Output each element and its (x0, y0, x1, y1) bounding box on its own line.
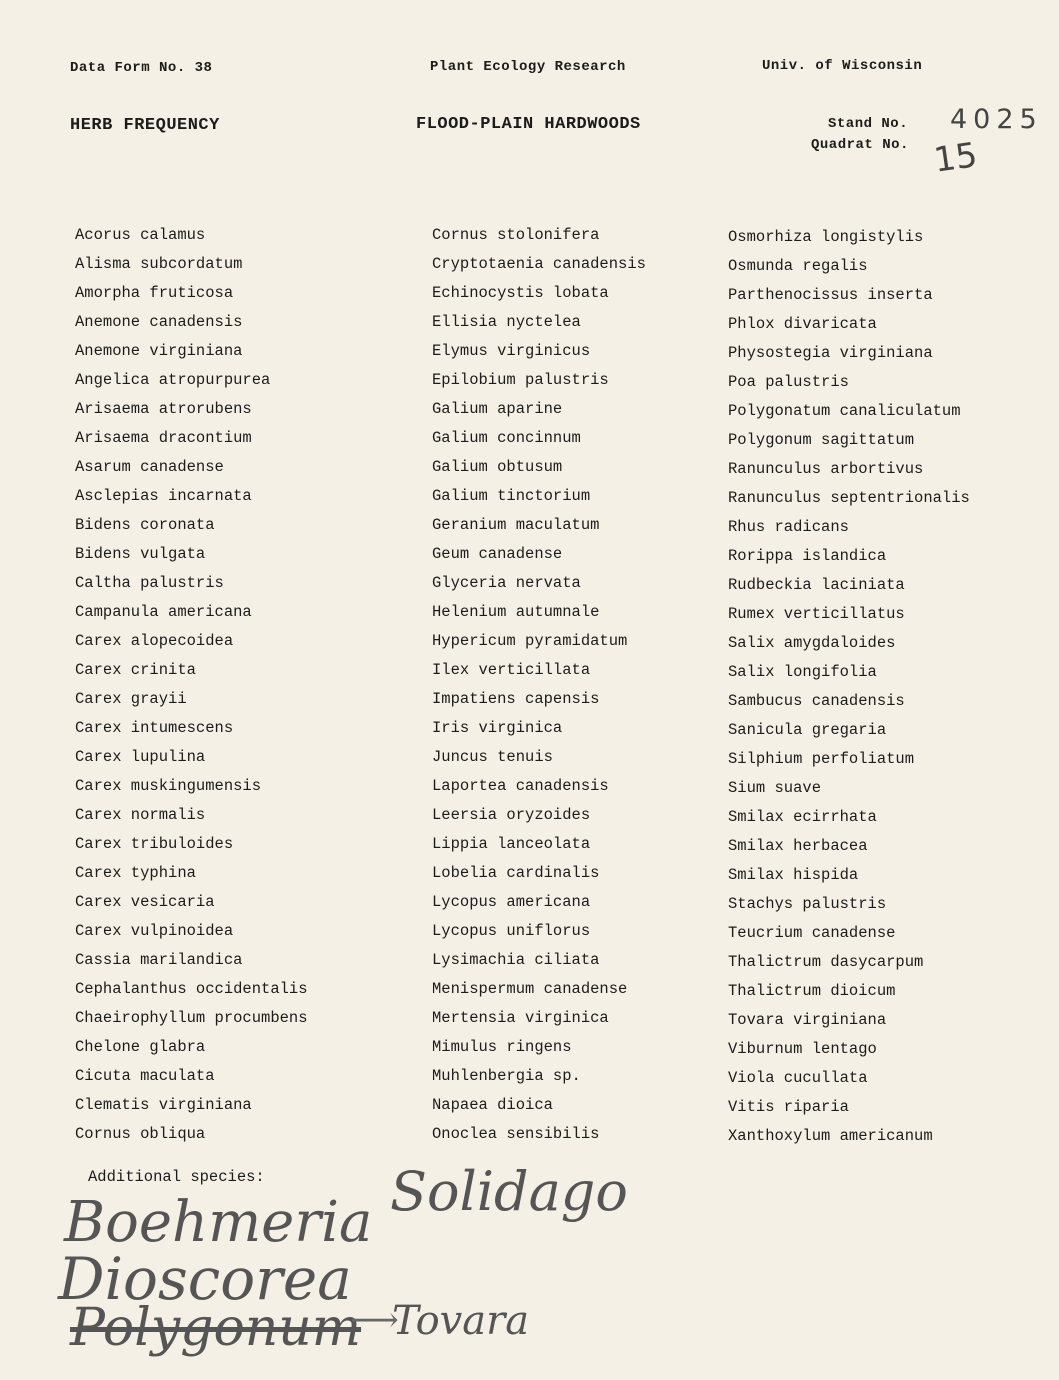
species-item: Bidens coronata (75, 516, 215, 534)
university: Univ. of Wisconsin (762, 58, 923, 74)
species-item: Galium obtusum (432, 458, 563, 476)
species-item: Leersia oryzoides (432, 806, 591, 824)
species-item: Ranunculus septentrionalis (728, 489, 970, 507)
species-item: Rudbeckia laciniata (728, 576, 905, 594)
species-column-3 (728, 223, 970, 1151)
species-item: Arisaema dracontium (75, 429, 252, 447)
species-item: Cornus obliqua (75, 1125, 206, 1143)
species-item: Ilex verticillata (432, 661, 591, 679)
species-item: Galium tinctorium (432, 487, 591, 505)
species-item: Angelica atropurpurea (75, 371, 271, 389)
form-title: HERB FREQUENCY (70, 116, 220, 135)
species-item: Lycopus uniflorus (432, 922, 591, 940)
species-item: Asclepias incarnata (75, 487, 252, 505)
species-item: Smilax herbacea (728, 837, 868, 855)
species-item: Napaea dioica (432, 1096, 553, 1114)
species-item: Cornus stolonifera (432, 226, 600, 244)
species-item: Teucrium canadense (728, 924, 896, 942)
species-item: Galium aparine (432, 400, 563, 418)
quadrat-label: Quadrat No. (811, 137, 909, 153)
organization: Plant Ecology Research (430, 59, 626, 75)
species-item: Lysimachia ciliata (432, 951, 600, 969)
species-item: Iris virginica (432, 719, 563, 737)
species-item: Parthenocissus inserta (728, 286, 933, 304)
species-item: Sanicula gregaria (728, 721, 887, 739)
species-item: Menispermum canadense (432, 980, 628, 998)
species-item: Geum canadense (432, 545, 563, 563)
species-item: Rhus radicans (728, 518, 849, 536)
species-item: Glyceria nervata (432, 574, 581, 592)
species-item: Onoclea sensibilis (432, 1125, 600, 1143)
species-item: Stachys palustris (728, 895, 887, 913)
species-item: Smilax hispida (728, 866, 859, 884)
species-item: Sium suave (728, 779, 822, 797)
stand-label: Stand No. (828, 116, 909, 132)
habitat-title: FLOOD-PLAIN HARDWOODS (416, 115, 641, 134)
additional-species-label: Additional species: (88, 1168, 265, 1186)
species-item: Carex typhina (75, 864, 196, 882)
species-item: Acorus calamus (75, 226, 206, 244)
species-item: Echinocystis lobata (432, 284, 609, 302)
species-item: Cryptotaenia canadensis (432, 255, 646, 273)
species-item: Viola cucullata (728, 1069, 868, 1087)
species-item: Bidens vulgata (75, 545, 206, 563)
species-column-2 (432, 221, 646, 1149)
form-number: Data Form No. 38 (70, 60, 213, 76)
species-item: Carex normalis (75, 806, 206, 824)
species-item: Chaeirophyllum procumbens (75, 1009, 308, 1027)
species-item: Laportea canadensis (432, 777, 609, 795)
species-item: Carex vesicaria (75, 893, 215, 911)
species-item: Anemone virginiana (75, 342, 243, 360)
species-item: Rorippa islandica (728, 547, 887, 565)
species-column-1 (75, 221, 308, 1149)
species-item: Xanthoxylum americanum (728, 1127, 933, 1145)
species-item: Carex lupulina (75, 748, 206, 766)
species-item: Lobelia cardinalis (432, 864, 600, 882)
species-item: Rumex verticillatus (728, 605, 905, 623)
species-item: Galium concinnum (432, 429, 581, 447)
species-item: Carex alopecoidea (75, 632, 234, 650)
species-item: Ellisia nyctelea (432, 313, 581, 331)
species-item: Geranium maculatum (432, 516, 600, 534)
species-item: Helenium autumnale (432, 603, 600, 621)
species-item: Carex muskingumensis (75, 777, 262, 795)
species-item: Tovara virginiana (728, 1011, 887, 1029)
quadrat-number: 15 (931, 135, 980, 181)
species-item: Ranunculus arbortivus (728, 460, 924, 478)
species-item: Hypericum pyramidatum (432, 632, 628, 650)
species-item: Cicuta maculata (75, 1067, 215, 1085)
species-item: Cephalanthus occidentalis (75, 980, 308, 998)
species-item: Mimulus ringens (432, 1038, 572, 1056)
species-item: Juncus tenuis (432, 748, 553, 766)
species-item: Mertensia virginica (432, 1009, 609, 1027)
species-item: Thalictrum dioicum (728, 982, 896, 1000)
species-item: Carex crinita (75, 661, 196, 679)
species-item: Epilobium palustris (432, 371, 609, 389)
species-item: Carex intumescens (75, 719, 234, 737)
species-item: Alisma subcordatum (75, 255, 243, 273)
handwritten-boehmeria: Boehmeria (64, 1190, 373, 1255)
species-item: Carex tribuloides (75, 835, 234, 853)
species-item: Physostegia virginiana (728, 344, 933, 362)
species-item: Poa palustris (728, 373, 849, 391)
handwritten-tovara: Tovara (392, 1298, 530, 1344)
handwritten-solidago: Solidago (390, 1160, 628, 1223)
species-item: Anemone canadensis (75, 313, 243, 331)
handwritten-dioscorea: Dioscorea (58, 1245, 352, 1313)
species-item: Impatiens capensis (432, 690, 600, 708)
species-item: Arisaema atrorubens (75, 400, 252, 418)
species-item: Silphium perfoliatum (728, 750, 915, 768)
species-item: Viburnum lentago (728, 1040, 877, 1058)
stand-number: 4025 (950, 104, 1043, 135)
species-item: Polygonatum canaliculatum (728, 402, 961, 420)
species-item: Sambucus canadensis (728, 692, 905, 710)
species-item: Phlox divaricata (728, 315, 877, 333)
species-item: Vitis riparia (728, 1098, 849, 1116)
species-item: Salix amygdaloides (728, 634, 896, 652)
species-item: Cassia marilandica (75, 951, 243, 969)
species-item: Thalictrum dasycarpum (728, 953, 924, 971)
species-item: Osmunda regalis (728, 257, 868, 275)
species-item: Lippia lanceolata (432, 835, 591, 853)
arrow-icon: ⟶ (350, 1300, 399, 1340)
species-item: Carex grayii (75, 690, 187, 708)
species-item: Smilax ecirrhata (728, 808, 877, 826)
species-item: Clematis virginiana (75, 1096, 252, 1114)
species-item: Salix longifolia (728, 663, 877, 681)
species-item: Campanula americana (75, 603, 252, 621)
species-item: Polygonum sagittatum (728, 431, 915, 449)
species-item: Carex vulpinoidea (75, 922, 234, 940)
species-item: Chelone glabra (75, 1038, 206, 1056)
species-item: Amorpha fruticosa (75, 284, 234, 302)
species-item: Asarum canadense (75, 458, 224, 476)
species-item: Lycopus americana (432, 893, 591, 911)
species-item: Elymus virginicus (432, 342, 591, 360)
species-item: Muhlenbergia sp. (432, 1067, 581, 1085)
handwritten-polygonum-struck: Polygonum (70, 1298, 362, 1358)
species-item: Osmorhiza longistylis (728, 228, 924, 246)
species-item: Caltha palustris (75, 574, 224, 592)
